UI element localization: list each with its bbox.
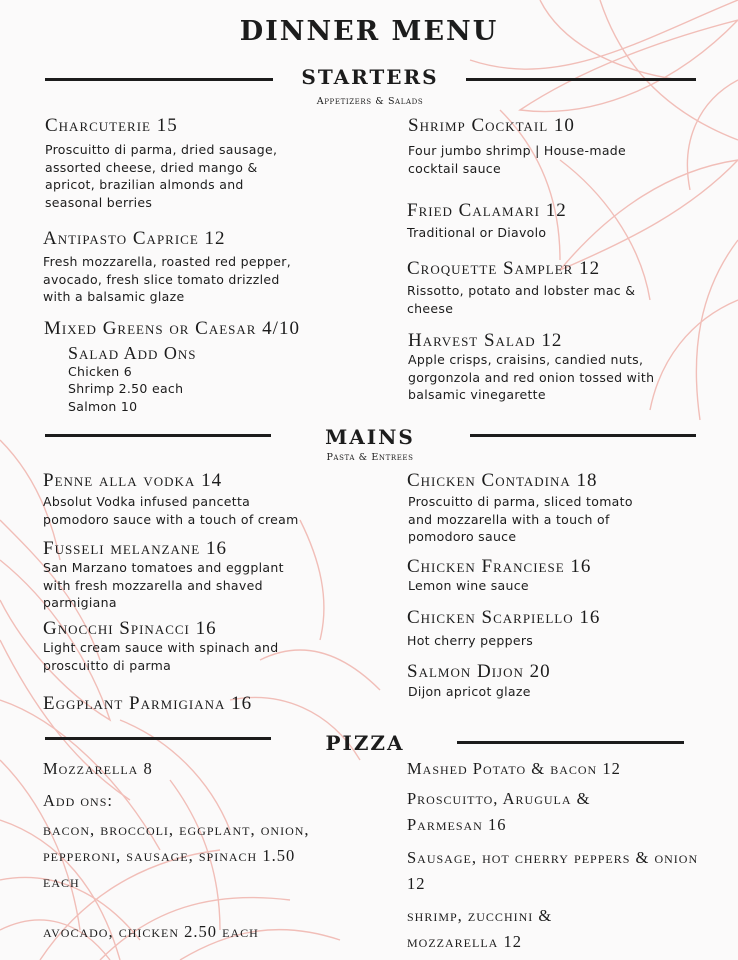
menu-item-name: Chicken Scarpiello 16 — [407, 607, 601, 628]
starters-subheading: Appetizers & Salads — [316, 96, 424, 107]
salad-addons-title: Salad Add Ons — [68, 343, 197, 363]
menu-item-desc: Hot cherry peppers — [407, 633, 534, 648]
menu-item-name: Chicken Franciese 16 — [407, 556, 592, 577]
pizza-rule-left — [45, 737, 271, 740]
menu-item-name: Charcuterie 15 — [45, 115, 178, 136]
pizza-special: Mashed Potato & bacon 12 — [407, 759, 621, 778]
menu-item-desc: Fresh mozzarella, roasted red pepper, avocado, fresh slice tomato drizzled with a balsamic glaze — [43, 254, 292, 304]
menu-item-name: Harvest Salad 12 — [408, 330, 563, 351]
pizza-special: Sausage, hot cherry peppers & onion 12 — [407, 848, 699, 893]
menu-item-desc: Absolut Vodka infused pancetta pomodoro sauce with a touch of cream — [43, 494, 299, 527]
pizza-heading: PIZZA — [325, 731, 405, 755]
menu-item-desc: Dijon apricot glaze — [408, 684, 531, 699]
salad-addon-line: Shrimp 2.50 each — [68, 381, 184, 396]
menu-item-name: Shrimp Cocktail 10 — [408, 115, 575, 136]
menu-item-name: Mixed Greens or Caesar 4/10 — [44, 318, 300, 339]
mains-rule-right — [470, 434, 696, 437]
pizza-special: Proscuitto, Arugula & Parmesan 16 — [407, 789, 591, 834]
starters-rule-right — [466, 78, 696, 81]
pizza-special: shrimp, zucchini & mozzarella 12 — [407, 906, 553, 951]
mains-rule-left — [45, 434, 271, 437]
menu-item-desc: Four jumbo shrimp | House-made cocktail sauce — [408, 143, 627, 176]
mains-subheading: Pasta & Entrees — [326, 452, 414, 463]
pizza-addons-list-2: avocado, chicken 2.50 each — [43, 922, 259, 941]
menu-item-name: Fried Calamari 12 — [407, 200, 567, 221]
menu-item-desc: Proscuitto di parma, sliced tomato and mozzarella with a touch of pomodoro sauce — [408, 494, 633, 544]
salad-addon-line: Chicken 6 — [68, 364, 133, 379]
menu-item-name: Chicken Contadina 18 — [407, 470, 598, 491]
pizza-base: Mozzarella 8 — [43, 759, 153, 778]
menu-item-desc: San Marzano tomatoes and eggplant with fresh mozzarella and shaved parmigiana — [43, 560, 284, 610]
mains-heading: MAINS — [325, 425, 415, 449]
menu-item-desc: Lemon wine sauce — [408, 578, 529, 593]
menu-item-desc: Rissotto, potato and lobster mac & cheese — [407, 283, 636, 316]
menu-item-desc: Light cream sauce with spinach and proscuitto di parma — [43, 640, 279, 673]
menu-item-name: Antipasto Caprice 12 — [43, 228, 226, 249]
menu-item-name: Croquette Sampler 12 — [407, 258, 601, 279]
menu-item-name: Penne alla vodka 14 — [43, 470, 223, 491]
page-title: DINNER MENU — [239, 16, 499, 47]
menu-item-name: Gnocchi Spinacci 16 — [43, 618, 217, 639]
menu-item-name: Eggplant Parmigiana 16 — [43, 693, 253, 714]
pizza-addons-list: bacon, broccoli, eggplant, onion, pepperoni, sausage, spinach 1.50 each — [43, 820, 310, 891]
menu-item-name: Fusseli melanzane 16 — [43, 538, 228, 559]
salad-addon-line: Salmon 10 — [68, 399, 138, 414]
starters-heading: STARTERS — [301, 65, 439, 89]
pizza-addons-title: Add ons: — [43, 791, 113, 810]
pizza-rule-right — [457, 741, 684, 744]
menu-item-desc: Apple crisps, craisins, candied nuts, gorgonzola and red onion tossed with balsamic vinegarette — [408, 352, 655, 402]
menu-item-name: Salmon Dijon 20 — [407, 661, 551, 682]
menu-item-desc: Proscuitto di parma, dried sausage, assorted cheese, dried mango & apricot, brazilian almonds and seasonal berries — [45, 142, 278, 210]
menu-item-desc: Traditional or Diavolo — [407, 225, 547, 240]
starters-rule-left — [45, 78, 273, 81]
